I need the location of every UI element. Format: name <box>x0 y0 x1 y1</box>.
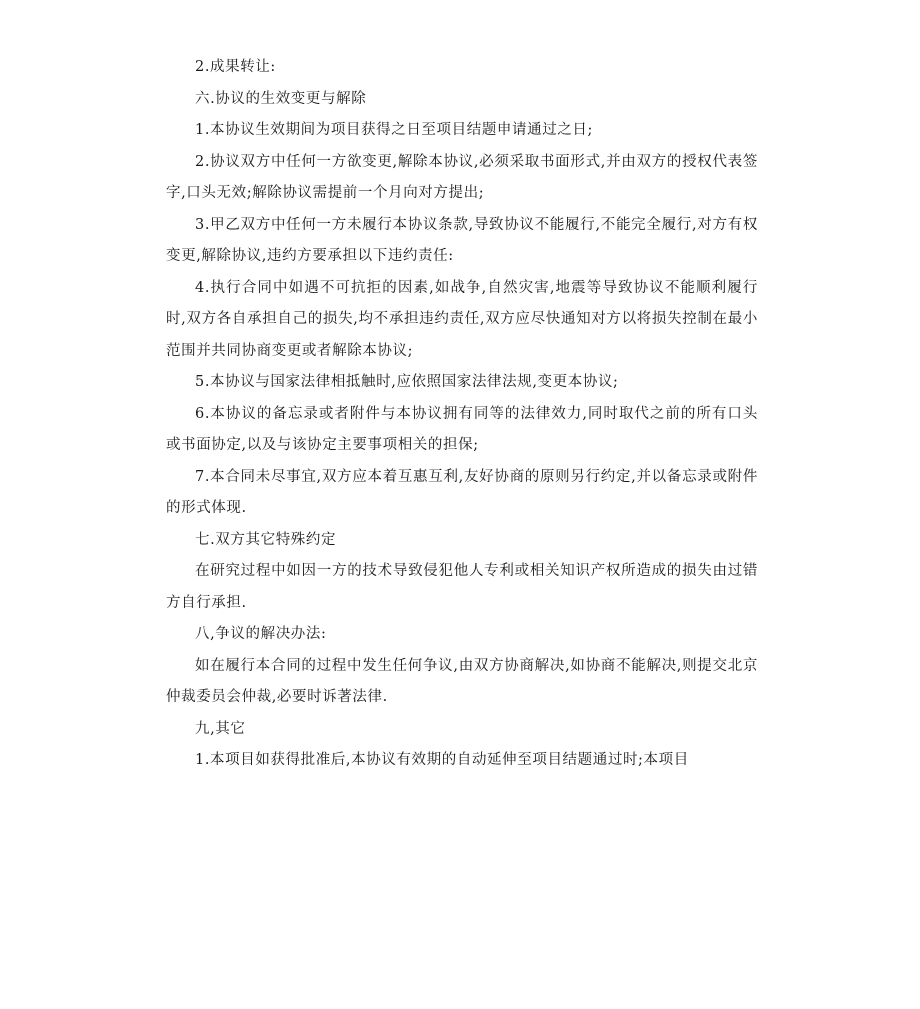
paragraph-clause-6-7: 7.本合同未尽事宜,双方应本着互惠互利,友好协商的原则另行约定,并以备忘录或附件的形式体现. <box>166 468 758 516</box>
paragraph-clause-6-3: 3.甲乙双方中任何一方未履行本协议条款,导致协议不能履行,不能完全履行,对方有权变更,解除协议,违约方要承担以下违约责任: <box>166 216 758 264</box>
section-heading-effect-change-termination: 六.协议的生效变更与解除 <box>195 90 367 107</box>
paragraph-clause-6-2: 2.协议双方中任何一方欲变更,解除本协议,必须采取书面形式,并由双方的授权代表签字,口头无效;解除协议需提前一个月向对方提出; <box>166 153 758 201</box>
section-heading-other: 九,其它 <box>195 720 246 737</box>
paragraph-clause-6-4: 4.执行合同中如遇不可抗拒的因素,如战争,自然灾害,地震等导致协议不能顺利履行时,双方各自承担自己的损失,均不承担违约责任,双方应尽快通知对方以将损失控制在最小范围并共同协商变更或者解除本协议; <box>166 279 758 359</box>
section-heading-special-agreements: 七.双方其它特殊约定 <box>195 531 337 548</box>
paragraph-special-agreement: 在研究过程中如因一方的技术导致侵犯他人专利或相关知识产权所造成的损失由过错方自行承担. <box>166 563 758 611</box>
paragraph-other-clause-1: 1.本项目如获得批准后,本协议有效期的自动延伸至项目结题通过时;本项目 <box>195 752 689 768</box>
section-heading-dispute-resolution: 八,争议的解决办法: <box>195 626 327 642</box>
paragraph-dispute-resolution: 如在履行本合同的过程中发生任何争议,由双方协商解决,如协商不能解决,则提交北京仲裁委员会仲裁,必要时诉著法律. <box>166 657 758 705</box>
paragraph-clause-6-5: 5.本协议与国家法律相抵触时,应依照国家法律法规,变更本协议; <box>195 374 619 390</box>
paragraph-clause-6-6: 6.本协议的备忘录或者附件与本协议拥有同等的法律效力,同时取代之前的所有口头或书面协定,以及与该协定主要事项相关的担保; <box>166 405 758 453</box>
paragraph-achievement-transfer: 2.成果转让: <box>195 59 276 75</box>
paragraph-clause-6-1: 1.本协议生效期间为项目获得之日至项目结题申请通过之日; <box>195 122 594 138</box>
document-body <box>166 52 758 777</box>
